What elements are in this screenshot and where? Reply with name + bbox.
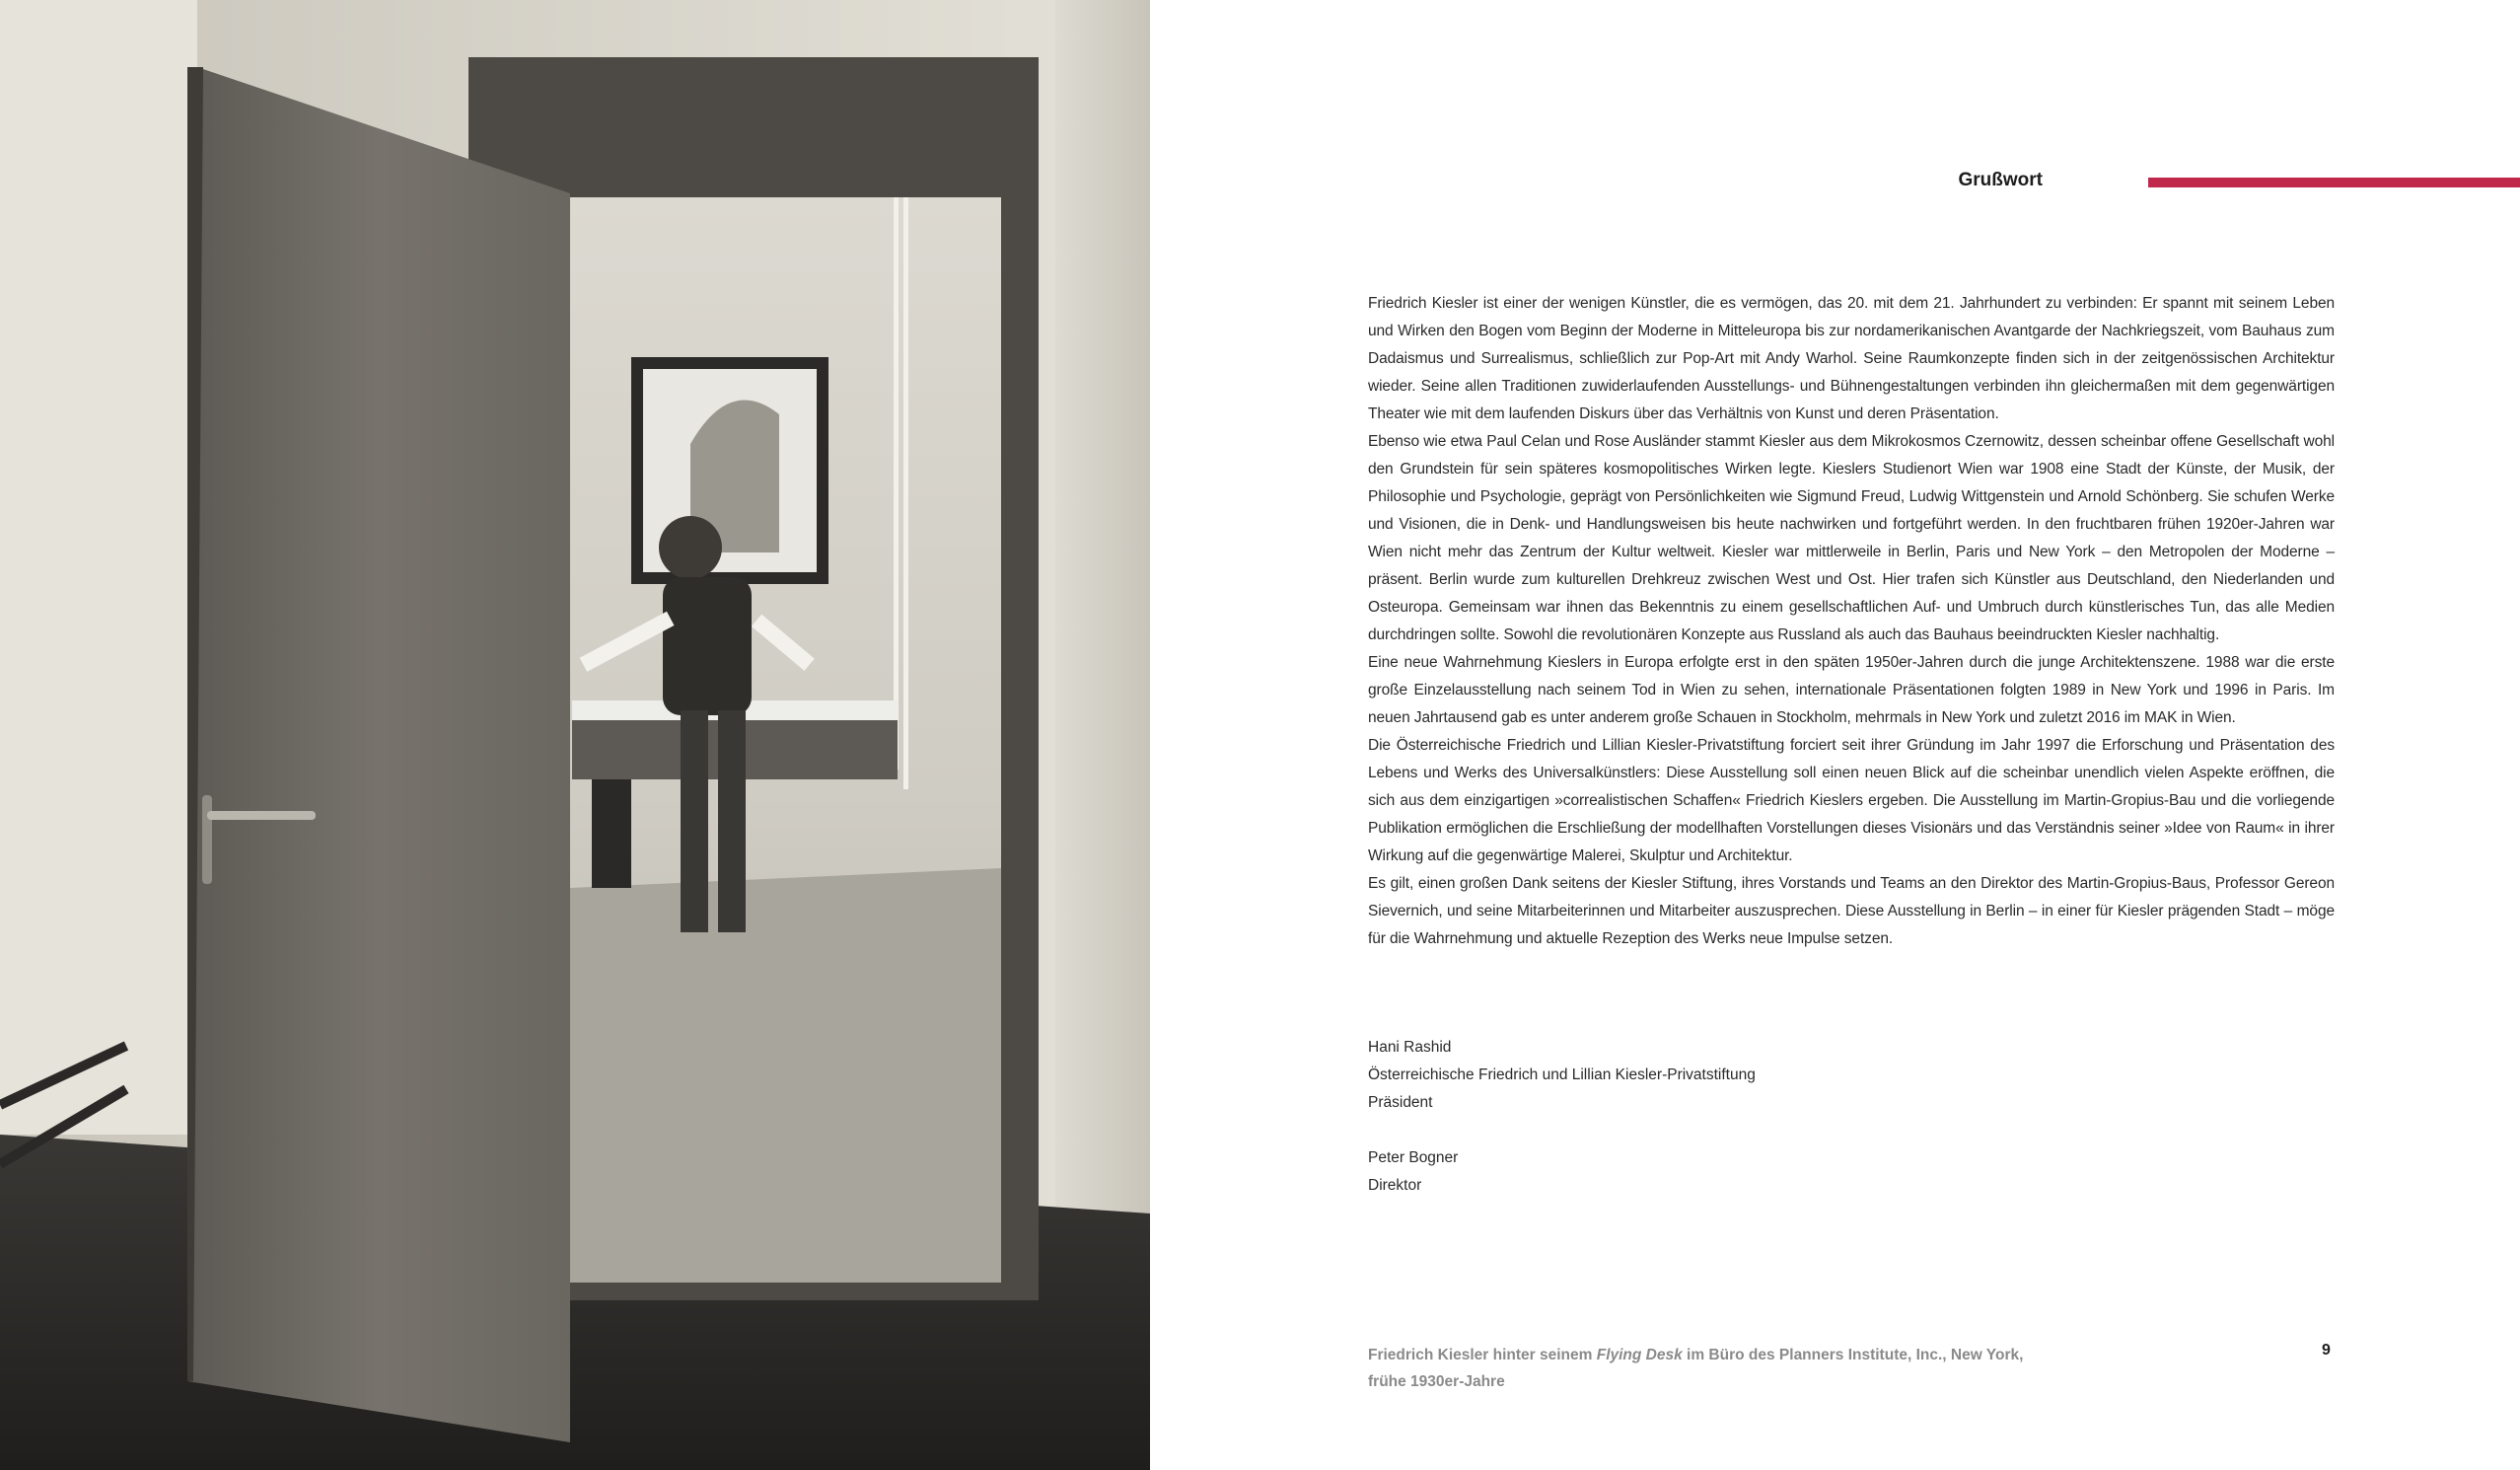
signer-organization: Österreichische Friedrich und Lillian Kiesler-Privatstiftung — [1368, 1066, 1756, 1083]
signatures — [1368, 1034, 2058, 1227]
paragraph: Friedrich Kiesler ist einer der wenigen Künstler, die es vermögen, das 20. mit dem 21. Jahrhundert zu verbinden: Er spannt mit seinem Leben und Wirken den Bogen vom Beginn der Moderne in Mitteleuropa bis zur nordamerikanischen Avantgarde der Nachkriegszeit, vom Bauhaus zum Dadaismus und Surrealismus, schließlich zur Pop-Art mit Andy Warhol. Seine Raumkonzepte finden sich in der zeitgenössischen Architektur wieder. Seine allen Traditionen zuwiderlaufenden Ausstellungs- und Bühnengestaltungen verbinden ihn gleichermaßen mit dem gegenwärtigen Theater wie mit dem laufenden Diskurs über das Verhältnis von Kunst und deren Präsentation. — [1368, 295, 2335, 422]
paragraph: Die Österreichische Friedrich und Lillian Kiesler-Privatstiftung forciert seit ihrer Gründung im Jahr 1997 die Erforschung und Präsentation des Lebens und Werks des Universalkünstlers: Diese Ausstellung soll einen neuen Blick auf die scheinbar unendlich vielen Aspekte eröffnen, die sich aus dem einzigartigen »correalistischen Schaffen« Friedrich Kieslers ergeben. Die Ausstellung im Martin-Gropius-Bau und die vorliegende Publikation ermöglichen die Erschließung der modellhaften Vorstellungen dieses Visionärs und das Verständnis seiner »Idee von Raum« in ihrer Wirkung auf die gegenwärtige Malerei, Skulptur und Architektur. — [1368, 737, 2335, 864]
photo-caption — [1368, 1342, 2256, 1395]
signer-role: Direktor — [1368, 1177, 1422, 1194]
kiesler-flying-desk-photo — [0, 0, 1150, 1470]
caption-date: frühe 1930er-Jahre — [1368, 1373, 1505, 1390]
paragraph: Es gilt, einen großen Dank seitens der Kiesler Stiftung, ihres Vorstands und Teams an den Direktor des Martin-Gropius-Baus, Professor Gereon Sievernich, und seine Mitarbeiterinnen und Mitarbeiter auszusprechen. Diese Ausstellung in Berlin – in einer für Kiesler prägenden Stadt – möge für die Wahrnehmung und aktuelle Rezeption des Werks neue Impulse setzen. — [1368, 875, 2335, 947]
signer-role: Präsident — [1368, 1094, 1433, 1111]
paragraph: Eine neue Wahrnehmung Kieslers in Europa erfolgte erst in den späten 1950er-Jahren durch die junge Architektenszene. 1988 war die erste große Einzelausstellung nach seinem Tod in Wien zu sehen, internationale Präsentationen folgten 1989 in New York und 1996 in Paris. Im neuen Jahrtausend gab es unter anderem große Schauen in Stockholm, mehrmals in New York und zuletzt 2016 im MAK in Wien. — [1368, 654, 2335, 726]
section-heading: Grußwort — [1958, 170, 2043, 190]
caption-italic: Flying Desk — [1596, 1347, 1683, 1363]
page-number: 9 — [2322, 1342, 2331, 1359]
caption-text: im Büro des Planners Institute, Inc., New York, — [1682, 1347, 2024, 1363]
signer-name: Hani Rashid — [1368, 1039, 1452, 1056]
heading-accent-rule — [2148, 178, 2520, 187]
photograph — [0, 0, 1150, 1470]
paragraph: Ebenso wie etwa Paul Celan und Rose Ausländer stammt Kiesler aus dem Mikrokosmos Czernowitz, dessen scheinbar offene Gesellschaft wohl den Grundstein für sein späteres kosmopolitisches Wirken legte. Kieslers Studienort Wien war 1908 eine Stadt der Künste, der Musik, der Philosophie und Psychologie, geprägt von Persönlichkeiten wie Sigmund Freud, Ludwig Wittgenstein und Arnold Schönberg. Sie schufen Werke und Visionen, die in Denk- und Handlungsweisen bis heute nachwirken und fortgeführt werden. In den fruchtbaren frühen 1920er-Jahren war Wien nicht mehr das Zentrum der Kultur weltweit. Kiesler war mittlerweile in Berlin, Paris und New York – den Metropolen der Moderne – präsent. Berlin wurde zum kulturellen Drehkreuz zwischen West und Ost. Hier trafen sich Künstler aus Deutschland, den Niederlanden und Osteuropa. Gemeinsam war ihnen das Bekenntnis zu einem gesellschaftlichen Auf- und Umbruch durch künstlerisches Tun, das alle Medien durchdringen sollte. Sowohl die revolutionären Konzepte aus Russland als auch das Bauhaus beeindruckten Kiesler nachhaltig. — [1368, 433, 2335, 643]
signature-block — [1368, 1034, 2058, 1117]
signer-name: Peter Bogner — [1368, 1149, 1459, 1166]
body-text — [1368, 290, 2335, 953]
text-page — [1150, 0, 2520, 1470]
caption-text: Friedrich Kiesler hinter seinem — [1368, 1347, 1597, 1363]
signature-block — [1368, 1144, 2058, 1200]
